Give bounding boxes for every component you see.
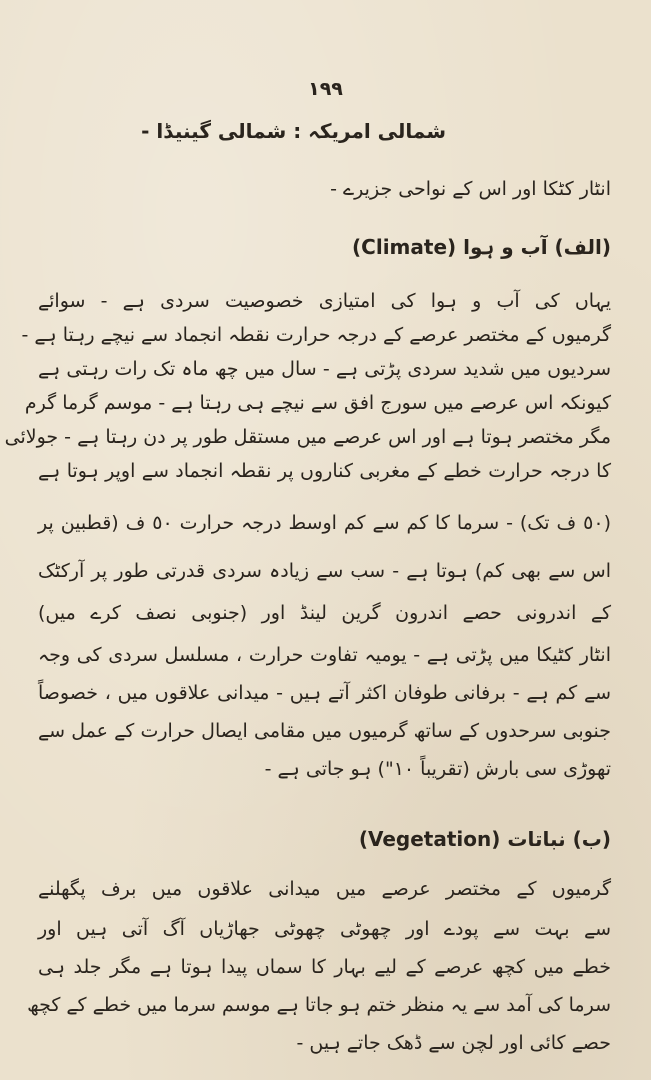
section-a-line: انٹار کٹیکا میں پڑتی ہے - یومیہ تفاوت حرارت ، مسلسل سردی کی وجہ xyxy=(38,644,611,666)
section-b-line: سرما کی آمد سے یہ منظر ختم ہو جاتا ہے موسم سرما میں خطے کے کچھ xyxy=(27,994,611,1016)
section-a-line: (٥٠ ف تک) - سرما کا کم سے کم اوسط درجہ حرارت ٥٠ ف (قطبین پر xyxy=(38,512,611,534)
section-a-line: اس سے بھی کم) ہوتا ہے - سب سے زیادہ سردی قدرتی طور پر آرکٹک xyxy=(38,560,611,582)
section-a-line: سے کم ہے - برفانی طوفان اکثر آتے ہیں - میدانی علاقوں میں ، خصوصاً xyxy=(38,682,611,704)
section-b-line: گرمیوں کے مختصر عرصے میں میدانی علاقوں میں برف پگھلنے xyxy=(38,878,611,900)
region-heading: شمالی امریکہ : شمالی گینیڈا - xyxy=(141,119,446,143)
section-b-line: سے بہت سے پودے اور چھوٹی چھوٹی جھاڑیاں آگ آتی ہیں اور xyxy=(38,918,611,940)
section-b-title: (ب) نباتات (Vegetation) xyxy=(358,827,611,851)
section-b-line: خطے میں کچھ عرصے کے لیے بہار کا سماں پیدا ہوتا ہے مگر جلد ہی xyxy=(38,956,611,978)
section-b-line: حصے کائی اور لچن سے ڈھک جاتے ہیں - xyxy=(296,1032,611,1054)
section-a-line: کے اندرونی حصے اندرون گرین لینڈ اور (جنوبی نصف کرے میں) xyxy=(38,602,611,624)
page-number: ١٩٩ xyxy=(308,78,343,100)
section-a-line: جنوبی سرحدوں کے ساتھ گرمیوں میں مقامی ایصال حرارت کے عمل سے xyxy=(38,720,611,742)
section-a-line: کیونکہ اس عرصے میں سورج افق سے نیچے ہی رہتا ہے - موسم گرما گرم xyxy=(24,392,611,414)
section-a-line: تھوڑی سی بارش (تقریباً ١٠") ہو جاتی ہے - xyxy=(264,758,611,780)
section-a-title: (الف) آب و ہوا (Climate) xyxy=(352,235,611,259)
section-a-line: کا درجہ حرارت خطے کے مغربی کناروں پر نقطہ انجماد سے اوپر ہوتا ہے xyxy=(38,460,611,482)
section-a-line: سردیوں میں شدید سردی پڑتی ہے - سال میں چھ ماہ تک رات رہتی ہے xyxy=(38,358,611,380)
section-a-line: مگر مختصر ہوتا ہے اور اس عرصے میں مستقل طور پر دن رہتا ہے - جولائی xyxy=(4,426,611,448)
subheading: انٹار کٹکا اور اس کے نواحی جزیرے - xyxy=(330,178,611,200)
section-a-line: یہاں کی آب و ہوا کی امتیازی خصوصیت سردی ہے - سوائے xyxy=(38,290,611,312)
section-a-line: گرمیوں کے مختصر عرصے کے درجہ حرارت نقطہ انجماد سے نیچے رہتا ہے - xyxy=(21,324,611,346)
